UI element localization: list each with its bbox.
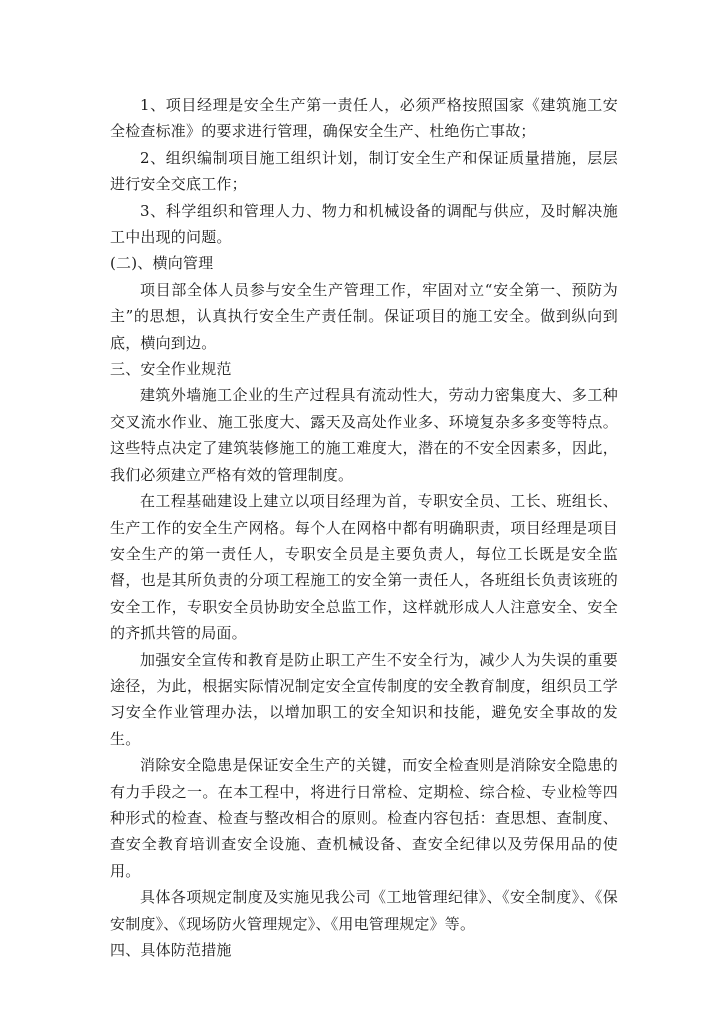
paragraph-horizontal-management: 项目部全体人员参与安全生产管理工作，牢固对立“安全第一、预防为主”的思想，认真执行安全生产责任制。保证项目的施工安全。做到纵向到底，横向到边。 — [110, 280, 618, 352]
section-heading-prevention-measures: 四、具体防范措施 — [110, 941, 232, 959]
section-heading-horizontal-management: (二)、横向管理 — [110, 254, 214, 273]
section-heading-safety-standards: 三、安全作业规范 — [110, 360, 232, 379]
paragraph-safety-network: 在工程基础建设上建立以项目经理为首，专职安全员、工长、班组长、生产工作的安全生产网格。每个人在网格中都有明确职责，项目经理是项目安全生产的第一责任人，专职安全员是主要负责人，每位工长既是安全监督，也是其所负责的分项工程施工的安全第一责任人，各班组长负责该班的安全工作，专职安全员协助安全总监工作，这样就形成人人注意安全、安全的齐抓共管的局面。 — [110, 492, 618, 643]
paragraph-item-3: 3、科学组织和管理人力、物力和机械设备的调配与供应，及时解决施工中出现的问题。 — [110, 201, 618, 247]
paragraph-item-1: 1、项目经理是安全生产第一责任人，必须严格按照国家《建筑施工安全检查标准》的要求进行管理，确保安全生产、杜绝伤亡事故； — [110, 96, 618, 141]
paragraph-hazard-inspection: 消除安全隐患是保证安全生产的关键，而安全检查则是消除安全隐患的有力手段之一。在本工程中，将进行日常检、定期检、综合检、专业检等四种形式的检查、检查与整改相合的原则。检查内容包括：查思想、查制度、查安全教育培训查安全设施、查机械设备、查安全纪律以及劳保用品的使用。 — [110, 756, 618, 880]
paragraph-safety-intro: 建筑外墙施工企业的生产过程具有流动性大，劳动力密集度大、多工种交叉流水作业、施工张度大、露天及高处作业多、环境复杂多多变等特点。这些特点决定了建筑装修施工的施工难度大，潜在的不安全因素多，因此，我们必须建立严格有效的管理制度。 — [110, 386, 618, 484]
paragraph-safety-education: 加强安全宣传和教育是防止职工产生不安全行为，减少人为失误的重要途径，为此，根据实际情况制定安全宣传制度的安全教育制度，组织员工学习安全作业管理办法，以增加职工的安全知识和技能，避免安全事故的发生。 — [110, 650, 618, 748]
paragraph-regulations: 具体各项规定制度及实施见我公司《工地管理纪律》、《安全制度》、《保安制度》、《现场防火管理规定》、《用电管理规定》等。 — [110, 888, 618, 933]
paragraph-item-2: 2、组织编制项目施工组织计划，制订安全生产和保证质量措施，层层进行安全交底工作； — [110, 148, 618, 194]
document-body — [110, 92, 618, 963]
